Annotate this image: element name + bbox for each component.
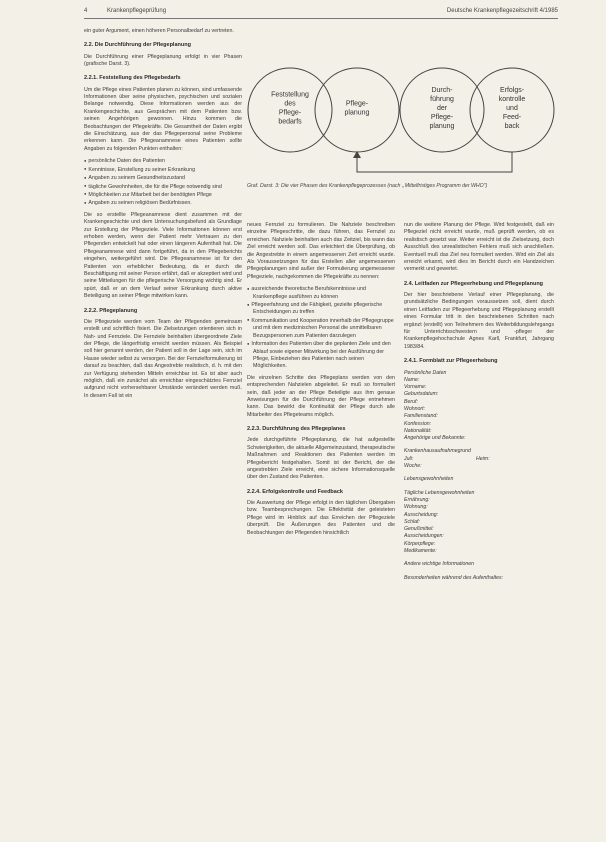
form-line: Ausscheidung: — [404, 511, 439, 518]
paragraph-2-2-2: Die Pflegeziele werden vom Team der Pflegenden gemeinsam erstellt und schriftlich fixiert. Die Zielsetzungen orientieren sich in Nah- und Fernziele. Die Fernziele beinhalten übergeordnete Ziele der Pflege, die längerfristig erreicht werden müssen. Als Beispiel soll hier genannt werden, der Patient soll in der Lage sein, sich im Hause wieder selbst zu versorgen. Bei der Fernzielformulierung ist darauf zu beachten, daß das Angestrebte realistisch, d. h. mit den zur Verfügung stehenden Mitteln erreichbar ist. Es ist aber auch möglich, daß ein zunächst als erreichbar eingeschätztes Fernziel aufgrund nicht vorhersehbarer Umstände verändert werden muß. In diesem Fall ist ein — [84, 318, 242, 399]
form-line: Geburtsdatum: — [404, 391, 439, 398]
list-item: ● tägliche Gewohnheiten, die für die Pflege notwendig sind — [84, 183, 242, 191]
page-header-left — [84, 8, 166, 14]
form-label: Heim: — [476, 455, 490, 462]
paragraph: Jede durchgeführte Pflegeplanung, die hat aufgestellte Schwierigkeiten, die aktuelle Allgemeinzustand, therapeutische Maßnahmen und Reaktionen des Patienten werden im Pflegebericht festgehalten. Somit ist der Bericht, der die angestrebten Ziele erreicht, eine sichere Informationsquelle über den Zustand des Patienten. — [247, 437, 395, 481]
form-line: Beruf: — [404, 398, 418, 405]
list-item: ● Information des Patienten über die geplanten Ziele und den Ablauf sowie eigener Mitwirkung bei der Ausführung der Pflege, Einbeziehen des Patienten nach seinen Möglichkeiten. — [247, 340, 395, 371]
form-line: Medikamente: — [404, 548, 437, 555]
intro-paragraph: ein guter Argument, einen höheren Personalbedarf zu vertreten. — [84, 28, 234, 34]
list-item: ● Angaben zu seinem Gesundheitszustand — [84, 174, 242, 182]
form-line: Krankenhausaufnahmegrund — [404, 448, 471, 455]
form-line: Tägliche Lebensgewohnheiten — [404, 489, 475, 496]
column-2 — [247, 222, 395, 541]
form-line: Wohnung: — [404, 504, 428, 511]
form-line: Persönliche Daten — [404, 369, 447, 376]
feedback-arrow — [357, 152, 512, 172]
paragraph: nun die weitere Planung der Pflege. Wird festgestellt, daß ein Pflegeziel nicht erreicht wurde, muß geprüft werden, ob es realistisch gesetzt war. Weiter erreicht ist die Zielsetzung, doch Ausschluß des unrealistischen Fehlers muß sich anschließen. Eventuell muß das Ziel neu formuliert werden. Wird ein Ziel als erreicht erkannt, wird dies im Bericht durch ein Handzeichen vermerkt und gewertet. — [404, 222, 554, 273]
page-header-right: Deutsche Krankenpflegezeitschrift 4/1985 — [446, 8, 558, 14]
form-line: Angehörige und Bekannte: — [404, 435, 466, 442]
list-item: ● Kenntnisse, Einstellung zu seiner Erkrankung — [84, 166, 242, 174]
form-line: Name: — [404, 376, 420, 383]
paragraph: Die einzelnen Schritte des Pflegeplans werden von den entsprechenden Nahzielen abgeleitet. Er muß so formuliert sein, daß jeder an der Pflege Beteiligte aus ihm genaue Anweisungen für die Durchführung der Pflege entnehmen kann. Das bewirkt die Kontinuität der Pflege durch alle Mitarbeiter des Pflegeteams möglich. — [247, 374, 395, 418]
form-line: Woche: — [404, 463, 422, 470]
form-label: Juli: — [404, 455, 414, 462]
form-line: Andere wichtige Informationen — [404, 561, 475, 568]
column-3 — [404, 222, 554, 582]
form-line: Wohnort: — [404, 405, 426, 412]
list-item: ● ausreichende theoretische Berufskenntnisse und Krankenpflege ausführen zu können — [247, 285, 395, 301]
nursing-process-diagram — [247, 50, 557, 180]
circle-label: Feststellung des Pflege-bedarfs — [271, 91, 309, 126]
form-line: Körperpflege: — [404, 540, 436, 547]
heading-2-2-1: 2.2.1. Feststellung des Pflegebedarfs — [84, 75, 181, 82]
paragraph-2-2-1: Um die Pflege eines Patienten planen zu können, sind umfassende Informationen über seine physischen, psychischen und sozialen Belange notwendig. Diese Informationen werden aus der Krankengeschichte, aus Gesprächen mit dem Patienten bzw. seinen Angehörigen gewonnen. Hinzu kommen die Beobachtungen der Pflegekräfte. Die Gesamtheit der Daten ergibt die Einschätzung, aus der das Pflegepersonal seine Probleme erkennen kann. Die Pflegeanamnese eines Patienten sollte Angaben zu folgenden Punkten enthalten: — [84, 86, 242, 152]
column-1 — [84, 28, 242, 404]
list-item: ● Angaben zu seinen religiösen Bedürfnissen. — [84, 199, 242, 207]
circle-label: Durch-führung der Pflege-planung — [429, 87, 455, 130]
form-line — [404, 456, 554, 463]
paragraph-2-2: Die Durchführung einer Pflegeplanung erfolgt in vier Phasen (grafische Darst. 3). — [84, 53, 242, 68]
assessment-form — [404, 370, 554, 582]
heading-2-4: 2.4. Leitfaden zur Pflegeerhebung und Pflegeplanung — [404, 280, 544, 287]
paragraph: neues Fernziel zu formulieren. Die Nahziele beschreiben einzelne Pflegeschritte, die dazu führen, das Fernziel zu erreichen. Nahziele beinhalten auch das Zeitziel, bis wann das Ziel erreicht werden soll. Das erleichtert die Überprüfung, ob die Angestrebte in einem angemessenen Zeit erreicht wurde. Als Voraussetzungen für das Erstellen aller angemessenen Pflegeplanungen sind außer der Formulierung angemessener Pflegeziele, nachgekommen die Pflegekräfte zu nennen: — [247, 222, 395, 280]
list-item: ● Möglichkeiten zur Mitarbeit bei der benötigten Pflege — [84, 191, 242, 199]
list-item: ● persönliche Daten des Patienten — [84, 157, 242, 165]
form-line: Konfession: — [404, 420, 432, 427]
heading-2-4-1: 2.4.1. Formblatt zur Pflegeerhebung — [404, 358, 498, 365]
circle-label: Erfolgs-kontrolle und Feed-back — [498, 87, 526, 130]
page-number: 4 — [84, 8, 88, 14]
prerequisites-list — [247, 285, 395, 370]
heading-2-2-2: 2.2.2. Pflegeplanung — [84, 307, 138, 314]
anamnesis-list — [84, 157, 242, 207]
paragraph: Die Auswertung der Pflege erfolgt in den täglichen Übergaben bzw. Teambesprechungen. Die Effektivität der geleisteten Pflege wird im Hinblick auf das Erreichen der Pflegeziele überprüft. Die Äußerungen des Patienten und die Beobachtungen der Pflegenden hinsichtlich — [247, 500, 395, 536]
header-rule — [84, 18, 558, 19]
form-line: Nationalität: — [404, 427, 432, 434]
figure-caption: Graf. Darst. 3: Die vier Phasen des Krankenpflegeprozesses (nach ,,Mittelfristiges Programm der WHO") — [247, 183, 488, 189]
list-item: ● Pflegeerfahrung und die Fähigkeit, gezielte pflegerische Entscheidungen zu treffen — [247, 301, 395, 317]
form-line: Ernährung: — [404, 496, 430, 503]
form-line: Schlaf: — [404, 518, 420, 525]
form-line: Ausscheidungen: — [404, 533, 444, 540]
form-line: Genußmittel: — [404, 526, 434, 533]
form-line: Vorname: — [404, 384, 427, 391]
form-line: Besonderheiten während des Aufenthaltes: — [404, 574, 504, 581]
form-line: Familienstand: — [404, 413, 438, 420]
form-line: Lebensgewohnheiten — [404, 476, 454, 483]
heading-2-2: 2.2. Die Durchführung der Pflegeplanung — [84, 42, 191, 49]
journal-section: Krankenpflegeprüfung — [107, 8, 167, 14]
heading-2-2-4: 2.2.4. Erfolgskontrolle und Feedback — [247, 488, 343, 495]
list-item: ● Kommunikation und Kooperation innerhalb der Pflegegruppe und mit dem medizinischen Personal die unmittelbaren Bezugspersonen zum Patienten darzulegen — [247, 317, 395, 340]
paragraph: Der hier beschriebene Verlauf einer Pflegeplanung, die grundsätzliche Bedingungen voraussetzen soll, dient durch einen Leitfaden zur Pflegeerhebung und Pflegeplanung erstellt eines Formular tritt in den beschriebenen Schritten nach ergänzt (erstellt) von Teilnehmern des Weiterbildungslehrgangs für Unterrichtsschwestern und -pfleger der Krankenpflegehochschule Agnes Karll, Frankfurt, Jahrgang 1983/84. — [404, 292, 554, 350]
circle-label: Pflege-planung — [344, 100, 370, 117]
paragraph-2-2-1b: Die so erstellte Pflegeanamnese dient zusammen mit der Krankengeschichte und dem Untersuchungsbefund als Grundlage zur Erstellung der Pflegeziele. Viele Informationen können erst erhoben werden, wenn der Patient mehr Vertrauen zu den Pflegenden entwickelt hat oder einen längeren Aufenthalt hat. Die Pflegeanamnese wird dann fortgeführt, da in den Pflegeberichts eingehen, weitergeführt wird. Die Pflegeanamnese ist für den Patienten von erheblicher Bedeutung, da er durch die Beschäftigung mit seiner Person erfährt, daß er akzeptiert wird und seine Mitteilungen für die pflegerische Versorgung wichtig sind. Er spürt, daß er an dem Verlauf seiner Erkrankung durch aktive Beteiligung an seiner Pflege mitwirken kann. — [84, 211, 242, 300]
heading-2-2-3: 2.2.3. Durchführung des Pflegeplanes — [247, 426, 346, 433]
